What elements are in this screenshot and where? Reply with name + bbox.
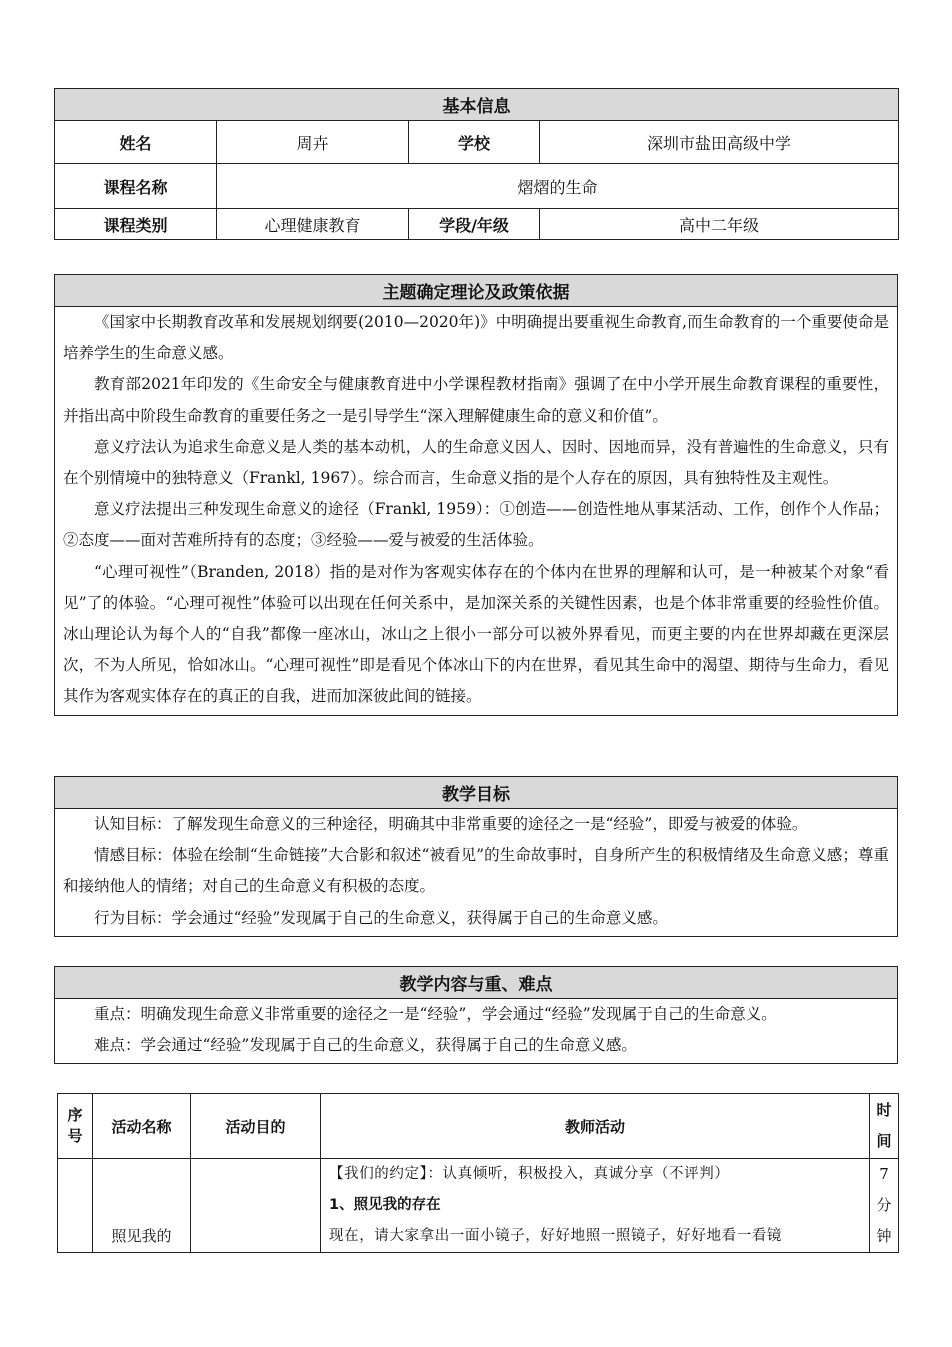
header-time <box>870 1094 899 1159</box>
teacher-line: 【我们的约定】：认真倾听，积极投入，真诚分享（不评判） <box>329 1166 730 1182</box>
theory-body <box>55 307 898 716</box>
goal-paragraph: 认知目标：了解发现生命意义的三种途径，明确其中非常重要的途径之一是“经验”，即爱与被爱的体验。 <box>94 815 808 833</box>
row-teacher-activity <box>321 1159 870 1253</box>
grade-label: 学段/年级 <box>409 209 540 240</box>
teacher-line: 现在，请大家拿出一面小镜子，好好地照一照镜子，好好地看一看镜 <box>329 1228 782 1244</box>
row-activity-name: 照见我的 <box>93 1159 191 1253</box>
school-value: 深圳市盐田高级中学 <box>540 121 899 164</box>
header-time-line: 间 <box>876 1132 892 1150</box>
time-line: 7 <box>879 1165 889 1183</box>
key-point-paragraph: 难点：学会通过“经验”发现属于自己的生命意义，获得属于自己的生命意义感。 <box>94 1036 637 1055</box>
activity-table <box>57 1093 899 1253</box>
time-line: 钟 <box>876 1227 892 1245</box>
key-points-table <box>54 966 898 1064</box>
course-label: 课程名称 <box>55 164 217 209</box>
header-seq-line: 号 <box>67 1127 83 1145</box>
goals-title: 教学目标 <box>55 777 898 809</box>
header-activity-purpose: 活动目的 <box>191 1094 321 1159</box>
category-value: 心理健康教育 <box>217 209 409 240</box>
header-teacher-activity: 教师活动 <box>321 1094 870 1159</box>
theory-paragraph: “心理可视性”（Branden, 2018）指的是对作为客观实体存在的个体内在世界的理解和认可，是一种被某个对象“看见”了的体验。“心理可视性”体验可以出现在任何关系中，是加深关系的关键性因素，也是个体非常重要的经验性价值。冰山理论认为每个人的“自我”都像一座冰山，冰山之上很小一部分可以被外界看见，而更主要的内在世界却藏在更深层次，不为人所见，恰如冰山。“心理可视性”即是看见个体冰山下的内在世界，看见其生命中的渴望、期待与生命力，看见其作为客观实体存在的真正的自我，进而加深彼此间的链接。 <box>63 562 889 706</box>
name-value: 周卉 <box>217 121 409 164</box>
theory-table <box>54 274 898 716</box>
theory-title: 主题确定理论及政策依据 <box>55 275 898 307</box>
row-seq <box>58 1159 93 1253</box>
time-line: 分 <box>876 1196 892 1214</box>
theory-paragraph: 意义疗法提出三种发现生命意义的途径（Frankl, 1959）：①创造——创造性地从事某活动、工作，创作个人作品；②态度——面对苦难所持有的态度；③经验——爱与被爱的生活体验。 <box>63 500 889 550</box>
header-seq-line: 序 <box>67 1106 83 1124</box>
goal-paragraph: 情感目标：体验在绘制“生命链接”大合影和叙述“被看见”的生命故事时，自身所产生的积极情绪及生命意义感；尊重和接纳他人的情绪；对自己的生命意义有积极的态度。 <box>63 846 889 896</box>
goals-table <box>54 776 898 937</box>
header-time-line: 时 <box>876 1101 892 1119</box>
row-purpose <box>191 1159 321 1253</box>
name-label: 姓名 <box>55 121 217 164</box>
basic-info-title: 基本信息 <box>55 89 899 121</box>
header-activity-name: 活动名称 <box>93 1094 191 1159</box>
theory-paragraph: 教育部2021年印发的《生命安全与健康教育进中小学课程教材指南》强调了在中小学开展生命教育课程的重要性，并指出高中阶段生命教育的重要任务之一是引导学生“深入理解健康生命的意义和价值”。 <box>63 375 889 425</box>
goal-paragraph: 行为目标：学会通过“经验”发现属于自己的生命意义，获得属于自己的生命意义感。 <box>94 908 668 927</box>
basic-info-table <box>54 88 899 240</box>
category-label: 课程类别 <box>55 209 217 240</box>
teacher-line-heading: 1、照见我的存在 <box>329 1197 441 1213</box>
header-seq <box>58 1094 93 1159</box>
theory-paragraph: 《国家中长期教育改革和发展规划纲要(2010—2020年)》中明确提出要重视生命教育,而生命教育的一个重要使命是培养学生的生命意义感。 <box>63 313 889 363</box>
course-value: 熠熠的生命 <box>217 164 899 209</box>
key-points-body <box>55 999 898 1064</box>
theory-paragraph: 意义疗法认为追求生命意义是人类的基本动机，人的生命意义因人、因时、因地而异，没有普遍性的生命意义，只有在个别情境中的独特意义（Frankl, 1967）。综合而言，生命意义指的是个人存在的原因，具有独特性及主观性。 <box>63 437 889 488</box>
key-point-paragraph: 重点：明确发现生命意义非常重要的途径之一是“经验”，学会通过“经验”发现属于自己的生命意义。 <box>94 1005 777 1023</box>
grade-value: 高中二年级 <box>540 209 899 240</box>
school-label: 学校 <box>409 121 540 164</box>
key-points-title: 教学内容与重、难点 <box>55 967 898 999</box>
row-time <box>870 1159 899 1253</box>
goals-body <box>55 809 898 937</box>
